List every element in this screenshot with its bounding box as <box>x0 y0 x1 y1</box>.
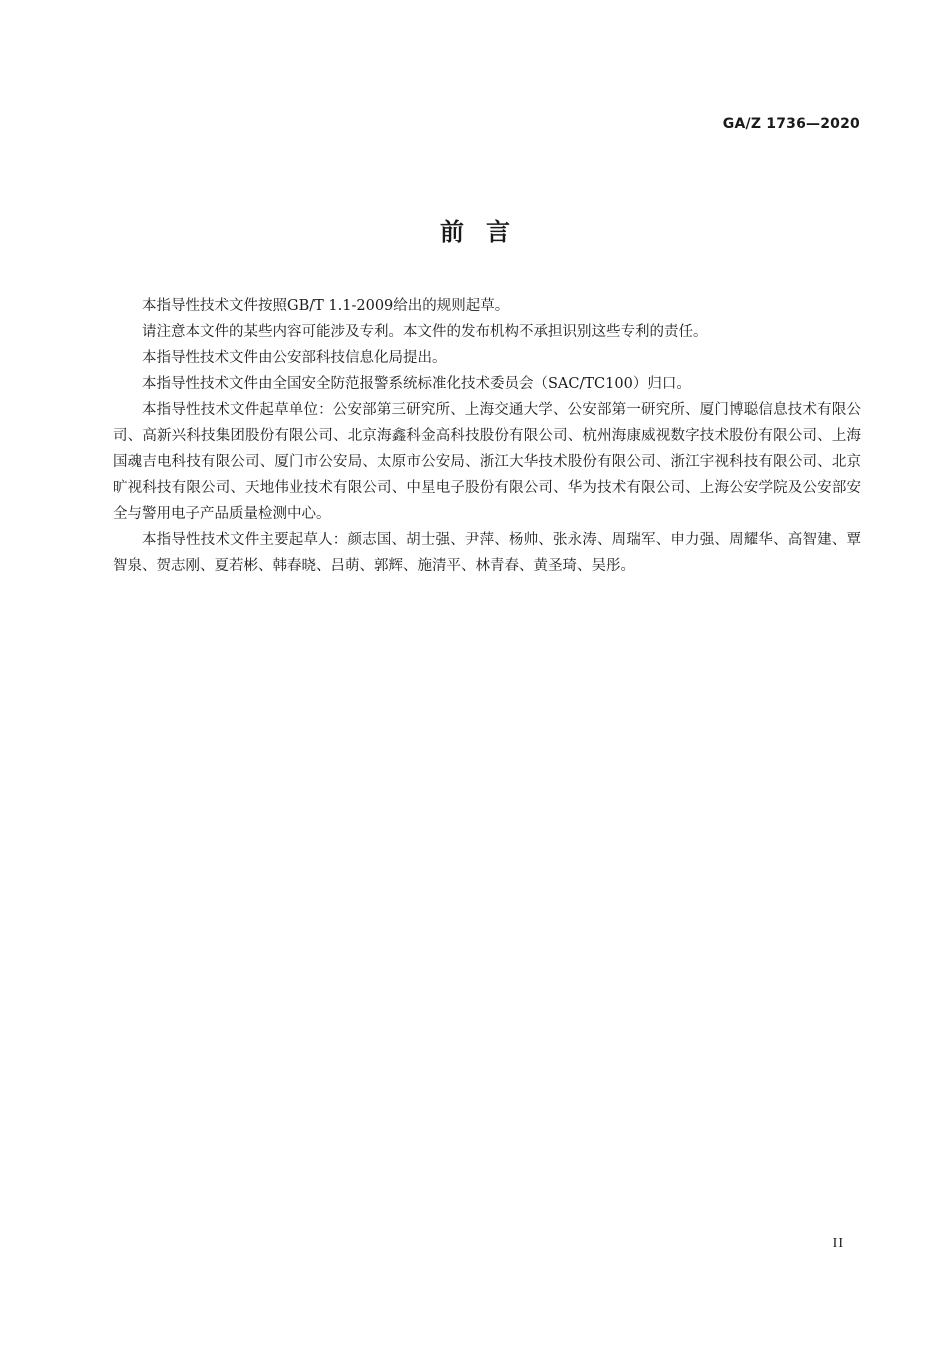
page-title: 前言 <box>440 218 532 246</box>
page-number: II <box>832 1236 844 1251</box>
paragraph-proposer: 本指导性技术文件由公安部科技信息化局提出。 <box>142 350 447 366</box>
paragraph-committee: 本指导性技术文件由全国安全防范报警系统标准化技术委员会（SAC/TC100）归口。 <box>142 376 691 392</box>
document-code: GA/Z 1736—2020 <box>722 116 860 132</box>
paragraph-patent-notice: 请注意本文件的某些内容可能涉及专利。本文件的发布机构不承担识别这些专利的责任。 <box>142 324 708 340</box>
paragraph-drafters: 本指导性技术文件主要起草人：颜志国、胡士强、尹萍、杨帅、张永涛、周瑞军、申力强、周耀华、高智建、覃智泉、贺志刚、夏若彬、韩春晓、吕萌、郭辉、施清平、林青春、黄圣琦、吴彤。 <box>113 532 861 574</box>
foreword-body <box>113 293 861 579</box>
paragraph-drafting-units: 本指导性技术文件起草单位：公安部第三研究所、上海交通大学、公安部第一研究所、厦门博聪信息技术有限公司、高新兴科技集团股份有限公司、北京海鑫科金高科技股份有限公司、杭州海康威视数字技术股份有限公司、上海国魂吉电科技有限公司、厦门市公安局、太原市公安局、浙江大华技术股份有限公司、浙江宇视科技有限公司、北京旷视科技有限公司、天地伟业技术有限公司、中星电子股份有限公司、华为技术有限公司、上海公安学院及公安部安全与警用电子产品质量检测中心。 <box>113 402 861 522</box>
paragraph-drafting-rules: 本指导性技术文件按照GB/T 1.1-2009给出的规则起草。 <box>142 298 510 314</box>
